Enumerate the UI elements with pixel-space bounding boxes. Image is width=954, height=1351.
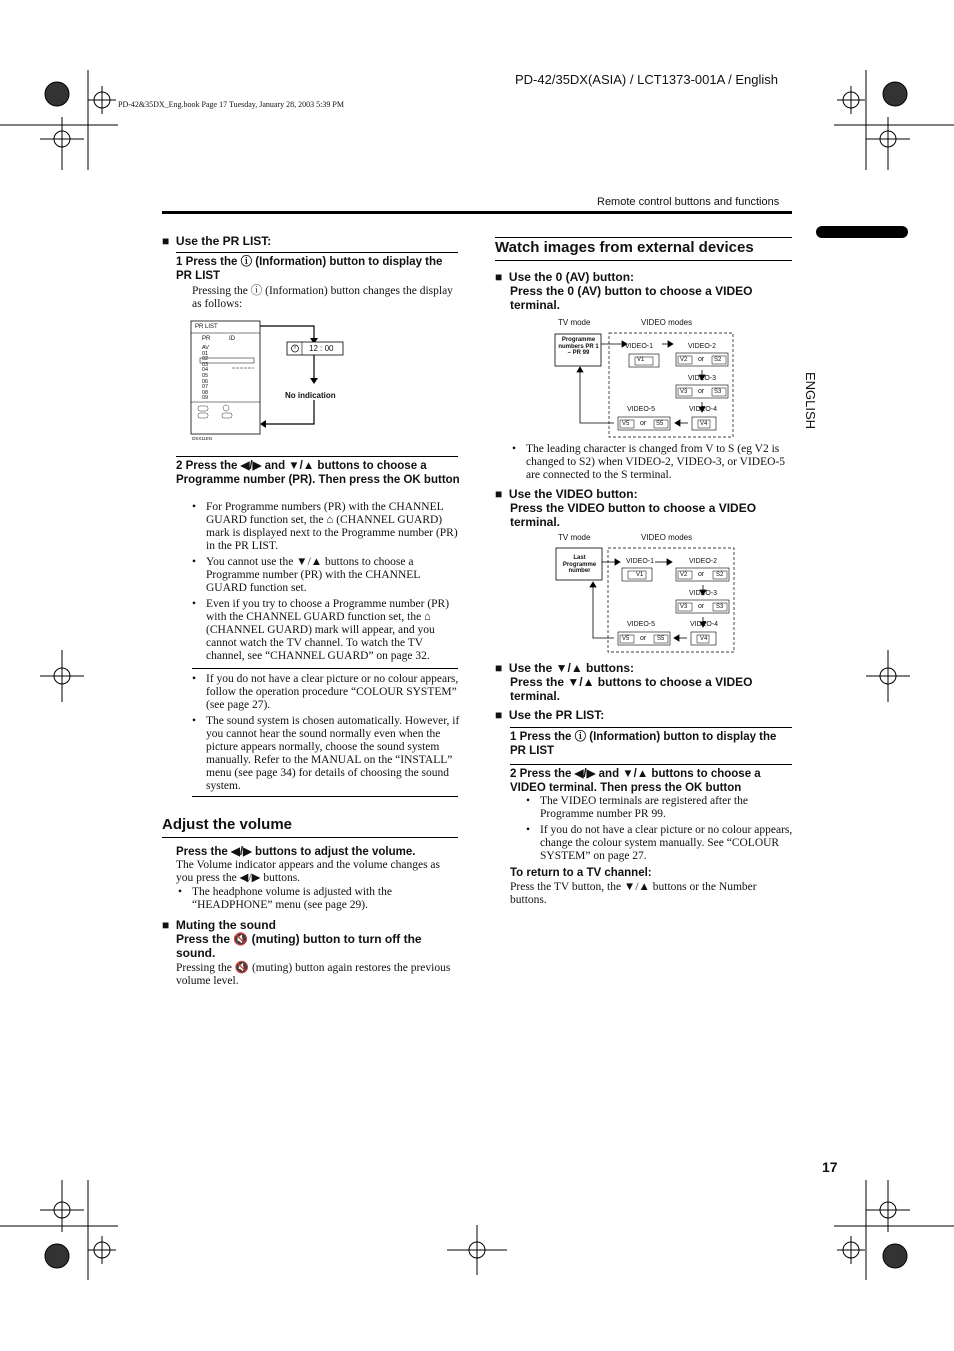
pr-col-header: PR [202, 336, 211, 342]
divider [192, 796, 458, 797]
volume-body: The Volume indicator appears and the volume changes as you press the ◀/▶ buttons. [176, 859, 440, 884]
d2-video1-label: VIDEO-1 [626, 558, 655, 565]
r-step2: 2 Press the ◀/▶ and ▼/▲ buttons to choose a VIDEO terminal. Then press the OK button [510, 768, 761, 794]
d1-video4-label: VIDEO-4 [689, 406, 718, 413]
volume-heading: Adjust the volume [162, 816, 293, 833]
av-subheading: Press the 0 (AV) button to choose a VIDEO terminal. [510, 284, 753, 312]
mute-step: Press the 🔇 (muting) button to turn off the sound. [176, 932, 422, 960]
step1-title: 1 Press the ⓘ (Information) button to display the PR LIST [176, 256, 443, 282]
d2-s3: S3 [716, 604, 724, 610]
d2-video2-label: VIDEO-2 [689, 558, 718, 565]
d2-s5: S5 [657, 636, 665, 642]
d1-or: or [640, 420, 647, 427]
side-tab-bar [816, 226, 908, 238]
d1-video2-label: VIDEO-2 [688, 343, 717, 350]
d2-video3-label: VIDEO-3 [689, 590, 718, 597]
d1-v1: V1 [637, 357, 645, 363]
d1-video5-label: VIDEO-5 [627, 406, 656, 413]
d2-s2: S2 [716, 572, 724, 578]
d2-or: or [698, 571, 705, 578]
step2-bullets [192, 501, 460, 666]
d1-s2: S2 [714, 357, 722, 363]
return-heading: To return to a TV channel: [510, 867, 652, 879]
d2-v2: V2 [680, 572, 688, 578]
note-bullets [192, 673, 460, 796]
step1-body: Pressing the ⓘ (Information) button changes the display as follows: [192, 285, 453, 310]
d1-s3: S3 [714, 389, 722, 395]
d2-or: or [640, 635, 647, 642]
header-rule [162, 211, 792, 214]
pr-rows: AV 01 02 03 04 05 06 07 08 09 [202, 345, 209, 402]
step2-title: 2 Press the ◀/▶ and ▼/▲ buttons to choose a Programme number (PR). Then press the OK button [176, 460, 460, 486]
bullet: • If you do not have a clear picture or no colour appears, change the colour system manually. See “COLOUR SYSTEM” on page 27. [526, 824, 794, 863]
d2-v5: V5 [622, 636, 630, 642]
video-button-heading: ■ Use the VIDEO button: [495, 487, 638, 501]
side-tab-label: ENGLISH [803, 372, 818, 430]
video-button-subheading: Press the VIDEO button to choose a VIDEO terminal. [510, 501, 757, 529]
r-bullets [526, 795, 794, 866]
bullet: • If you do not have a clear picture or no colour appears, follow the operation procedure “COLOUR SYSTEM” (see page 27). [192, 673, 460, 712]
bullet: • You cannot use the ▼/▲ buttons to choose a Programme number (PR) with the CHANNEL GUARD function set. [192, 556, 460, 595]
divider [192, 668, 458, 669]
bullet: • Even if you try to choose a Programme number (PR) with the CHANNEL GUARD function set, the ⌂ (CHANNEL GUARD) mark will appear, and you cannot watch the TV channel. To watch the TV channel, see “CHANNEL GUARD” on page 32. [192, 598, 460, 663]
pr-list-diagram [190, 320, 360, 445]
d1-tv-mode: TV mode [558, 318, 591, 327]
mute-heading: ■ Muting the sound [162, 918, 276, 932]
d1-video3-label: VIDEO-3 [688, 375, 717, 382]
d1-v2: V2 [680, 357, 688, 363]
return-body: Press the TV button, the ▼/▲ buttons or the Number buttons. [510, 881, 757, 906]
d1-v4: V4 [700, 421, 708, 427]
r-pr-list-heading: ■ Use the PR LIST: [495, 708, 605, 722]
d2-tv-mode: TV mode [558, 533, 591, 542]
d1-v5: V5 [622, 421, 630, 427]
section-title: Remote control buttons and functions [597, 196, 780, 208]
divider [176, 456, 458, 457]
divider [162, 837, 458, 838]
d2-video-modes: VIDEO modes [641, 533, 693, 542]
book-info: PD-42&35DX_Eng.book Page 17 Tuesday, January 28, 2003 5:39 PM [118, 100, 344, 109]
bullet: • The sound system is chosen automatically. However, if you cannot hear the sound normally even when the picture appears normally, choose the sound system manually. Refer to the MANUAL on the “INSTALL” menu (see page 34) for details of choosing the sound system. [192, 715, 460, 793]
d2-video4-label: VIDEO-4 [690, 621, 719, 628]
r-step1: 1 Press the ⓘ (Information) button to display the PR LIST [510, 731, 777, 757]
divider [495, 237, 792, 238]
divider [510, 727, 792, 728]
d2-tv-box: Last Programme number [562, 555, 597, 574]
d1-v3: V3 [680, 389, 688, 395]
av-heading: ■ Use the 0 (AV) button: [495, 270, 635, 284]
updown-subheading: Press the ▼/▲ buttons to choose a VIDEO terminal. [510, 675, 753, 703]
document-model: PD-42/35DX(ASIA) / LCT1373-001A / English [515, 72, 779, 87]
d1-s5: S5 [656, 421, 664, 427]
external-devices-heading: Watch images from external devices [495, 239, 754, 256]
no-indication-label: No indication [285, 391, 336, 400]
volume-step: Press the ◀/▶ buttons to adjust the volume. [176, 846, 416, 858]
clock-display: 12 : 00 [309, 344, 334, 353]
d2-v4: V4 [700, 636, 708, 642]
id-col-header: ID [229, 336, 235, 342]
pr-list-title: PR LIST [195, 324, 218, 330]
bullet: • The VIDEO terminals are registered after the Programme number PR 99. [526, 795, 794, 821]
volume-bullets [178, 886, 456, 915]
av-bullets [512, 443, 794, 485]
d2-v3: V3 [680, 604, 688, 610]
page-number: 17 [822, 1159, 838, 1175]
diagram-code: DSX11EN [192, 436, 213, 441]
bullet: • The headphone volume is adjusted with the “HEADPHONE” menu (see page 29). [178, 886, 456, 912]
divider [176, 252, 458, 253]
pr-list-heading: ■ Use the PR LIST: [162, 234, 272, 248]
d1-video1-label: VIDEO-1 [625, 343, 654, 350]
bullet: • For Programme numbers (PR) with the CHANNEL GUARD function set, the ⌂ (CHANNEL GUARD) mark is displayed next to the Programme number (PR) in the PR LIST. [192, 501, 460, 553]
d2-video5-label: VIDEO-5 [627, 621, 656, 628]
d1-tv-box: Programme numbers PR 1 – PR 99 [558, 337, 599, 356]
mute-body: Pressing the 🔇 (muting) button again restores the previous volume level. [176, 962, 451, 987]
divider [510, 764, 792, 765]
d1-or: or [698, 388, 705, 395]
d2-or: or [698, 603, 705, 610]
divider [495, 260, 792, 261]
d1-or: or [698, 356, 705, 363]
d1-video-modes: VIDEO modes [641, 318, 693, 327]
bullet: • The leading character is changed from V to S (eg V2 is changed to S2) when VIDEO-2, VIDEO-3, or VIDEO-5 are connected to the S terminal. [512, 443, 794, 482]
d2-v1: V1 [636, 572, 644, 578]
updown-heading: ■ Use the ▼/▲ buttons: [495, 661, 635, 675]
